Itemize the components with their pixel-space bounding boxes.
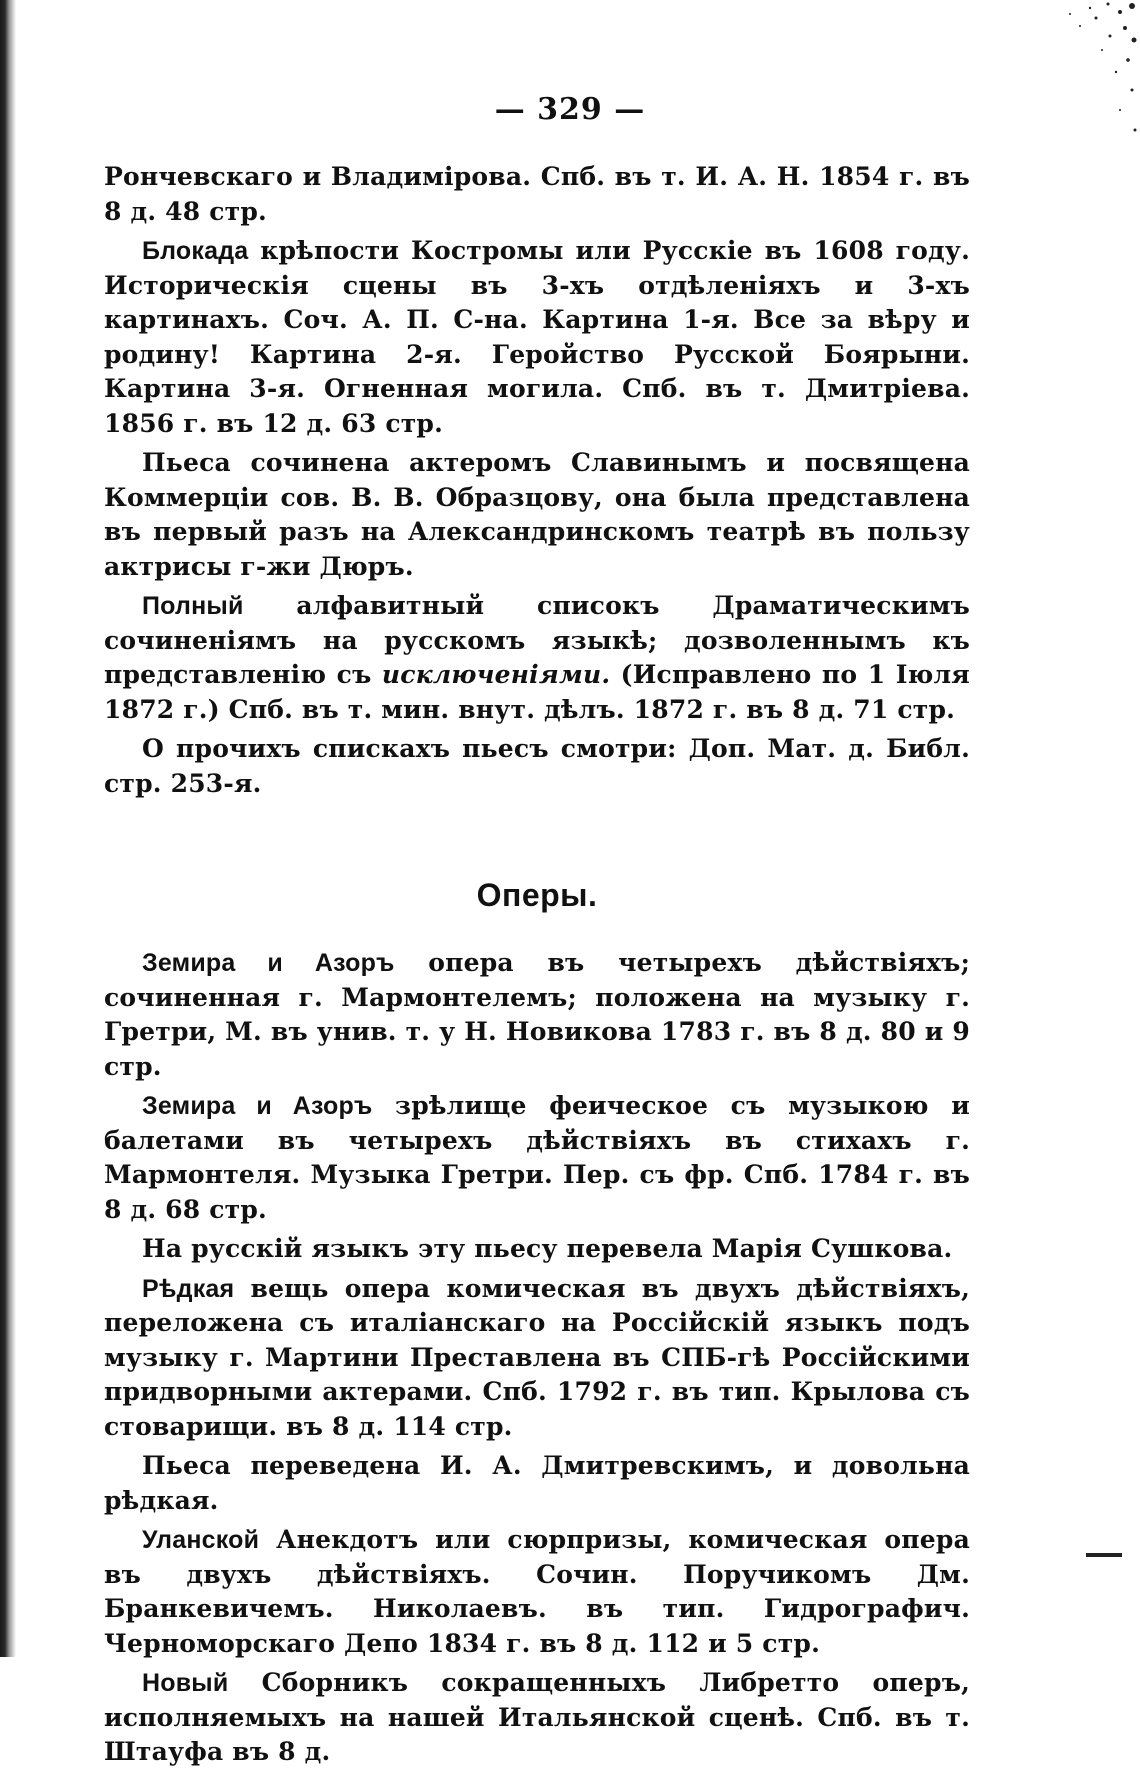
scan-noise-corner (920, 0, 1140, 170)
entry-lead: Земира и Азоръ (142, 1092, 373, 1120)
entry-text: крѣпости Костромы или Русскіе въ 1608 году. Историческія сцены въ 3-хъ отдѣленіяхъ и 3-хъ картинахъ. Соч. А. П. С-на. Картина 1-я. Все за вѣру и родину! Картина 2-я. Геройство Русской Боярыни. Картина 3-я. Огненная могила. Спб. въ т. Дмитріева. 1856 г. въ 12 д. 63 стр. (104, 236, 970, 438)
entry-continuation (104, 160, 970, 229)
margin-mark (1086, 1553, 1122, 1557)
entry-zemira-2 (104, 1089, 970, 1227)
entry-novy (104, 1666, 970, 1770)
page-number: — 329 — (494, 92, 646, 127)
entry-blokada (104, 234, 970, 441)
entry-text: Пьеса переведена И. А. Дмитревскимъ, и довольна рѣдкая. (104, 1451, 970, 1515)
page-body (104, 160, 970, 1775)
entry-lead: Блокада (142, 237, 249, 265)
entry-note (104, 1449, 970, 1518)
scan-left-edge (0, 0, 16, 1657)
entry-text: вещь опера комическая въ двухъ дѣйствіяхъ, переложена съ италіанскаго на Россійскій языкъ подъ музыку г. Мартини Преставлена въ СПБ-гѣ Россійскими придворными актерами. Спб. 1792 г. въ тип. Крылова съ стоварищи. въ 8 д. 114 стр. (104, 1273, 970, 1441)
entry-lead: Уланской (142, 1526, 260, 1554)
entry-prochikh (104, 732, 970, 801)
entry-lead: Рѣдкая (142, 1274, 235, 1303)
entry-text: зрѣлище феическое съ музыкою и балетами въ четырехъ дѣйствіяхъ въ стихахъ г. Мармонтеля. Музыка Гретри. Пер. съ фр. Спб. 1784 г. въ 8 д. 68 стр. (104, 1091, 970, 1224)
entry-note (104, 1232, 970, 1267)
entry-lead: Полный (142, 592, 244, 620)
entry-redkaya (104, 1272, 970, 1445)
entry-text: Рончевскаго и Владимірова. Спб. въ т. И. А. Н. 1854 г. въ 8 д. 48 стр. (104, 162, 970, 226)
entry-text: Анекдотъ или сюрпризы, комическая опера въ двухъ дѣйствіяхъ. Сочин. Поручикомъ Дм. Бранкевичемъ. Николаевъ. въ тип. Гидрографич. Черноморскаго Депо 1834 г. въ 8 д. 112 и 5 стр. (104, 1525, 970, 1658)
entry-text: О прочихъ спискахъ пьесъ смотри: Доп. Мат. д. Библ. стр. 253-я. (104, 734, 970, 798)
section-title: Оперы. (476, 877, 598, 913)
entry-lead: Новый (142, 1669, 229, 1697)
entry-text: опера въ четырехъ дѣйствіяхъ; сочиненная г. Мармонтелемъ; положена на музыку г. Гретри, М. въ унив. т. у Н. Новикова 1783 г. въ 8 д. 80 и 9 стр. (104, 948, 970, 1081)
entry-zemira-1 (104, 946, 970, 1084)
entry-italic: исключеніями. (381, 660, 611, 689)
entry-polny (104, 589, 970, 727)
entry-text: Сборникъ сокращенныхъ Либретто оперъ, исполняемыхъ на нашей Итальянской сценѣ. Спб. въ т. Штауфа въ 8 д. (104, 1668, 970, 1766)
entry-text: (Исправлено по 1 Іюля 1872 г.) Спб. въ т. мин. внут. дѣлъ. 1872 г. въ 8 д. 71 стр. (104, 660, 970, 724)
entry-text: Пьеса сочинена актеромъ Славинымъ и посвящена Коммерціи сов. В. В. Образцову, она была представлена въ первый разъ на Александринскомъ театрѣ въ пользу актрисы г-жи Дюръ. (104, 448, 970, 581)
entry-note (104, 446, 970, 584)
entry-lead: Земира и Азоръ (142, 949, 395, 977)
entry-text: алфавитный списокъ Драматическимъ сочиненіямъ на русскомъ языкѣ; дозволеннымъ къ представленію съ (104, 591, 970, 689)
entry-text: На русскій языкъ эту пьесу перевела Марія Сушкова. (142, 1234, 953, 1263)
entry-ulanskoy (104, 1523, 970, 1661)
